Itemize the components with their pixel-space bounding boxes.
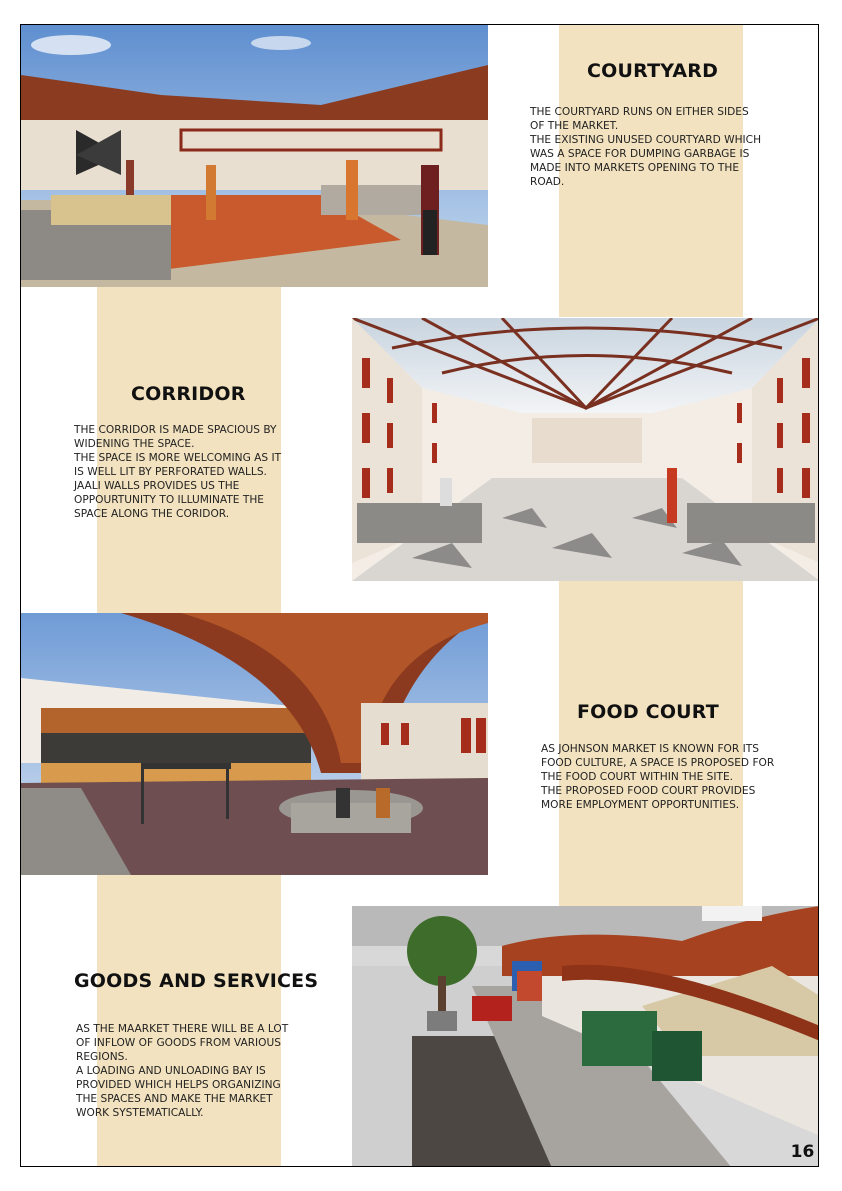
goods-services-description: AS THE MAARKET THERE WILL BE A LOT OF INFLOW OF GOODS FROM VARIOUS REGIONS. A LOADING AND UNLOADING BAY IS PROVIDED WHICH HELPS ORGANIZING THE SPACES AND MAKE THE MARKET WORK SYSTEMATICALLY. (76, 1023, 289, 1119)
page-number: 16 (787, 1138, 818, 1166)
accent-band-left-bottom (97, 875, 281, 1167)
goods-services-title: GOODS AND SERVICES (74, 970, 319, 992)
courtyard-description: THE COURTYARD RUNS ON EITHER SIDES OF THE MARKET. THE EXISTING UNUSED COURTYARD WHICH WAS A SPACE FOR DUMPING GARBAGE IS MADE INTO MARKETS OPENING TO THE ROAD. (530, 106, 762, 188)
courtyard-render-image (21, 25, 488, 287)
page-frame (20, 24, 819, 1167)
food-court-description: AS JOHNSON MARKET IS KNOWN FOR ITS FOOD CULTURE, A SPACE IS PROPOSED FOR THE FOOD COURT WITHIN THE SITE. THE PROPOSED FOOD COURT PROVIDES MORE EMPLOYMENT OPPORTUNITIES. (541, 743, 775, 811)
courtyard-title: COURTYARD (587, 60, 719, 82)
food-court-render-image (21, 613, 488, 875)
corridor-render-image (352, 318, 819, 581)
corridor-title: CORRIDOR (131, 383, 246, 405)
food-court-title: FOOD COURT (577, 701, 719, 723)
corridor-description: THE CORRIDOR IS MADE SPACIOUS BY WIDENING THE SPACE. THE SPACE IS MORE WELCOMING AS IT IS WELL LIT BY PERFORATED WALLS. JAALI WALLS PROVIDES US THE OPPOURTUNITY TO ILLUMINATE THE SPACE ALONG THE CORIDOR. (74, 424, 282, 520)
loading-bay-render-image (352, 906, 819, 1167)
